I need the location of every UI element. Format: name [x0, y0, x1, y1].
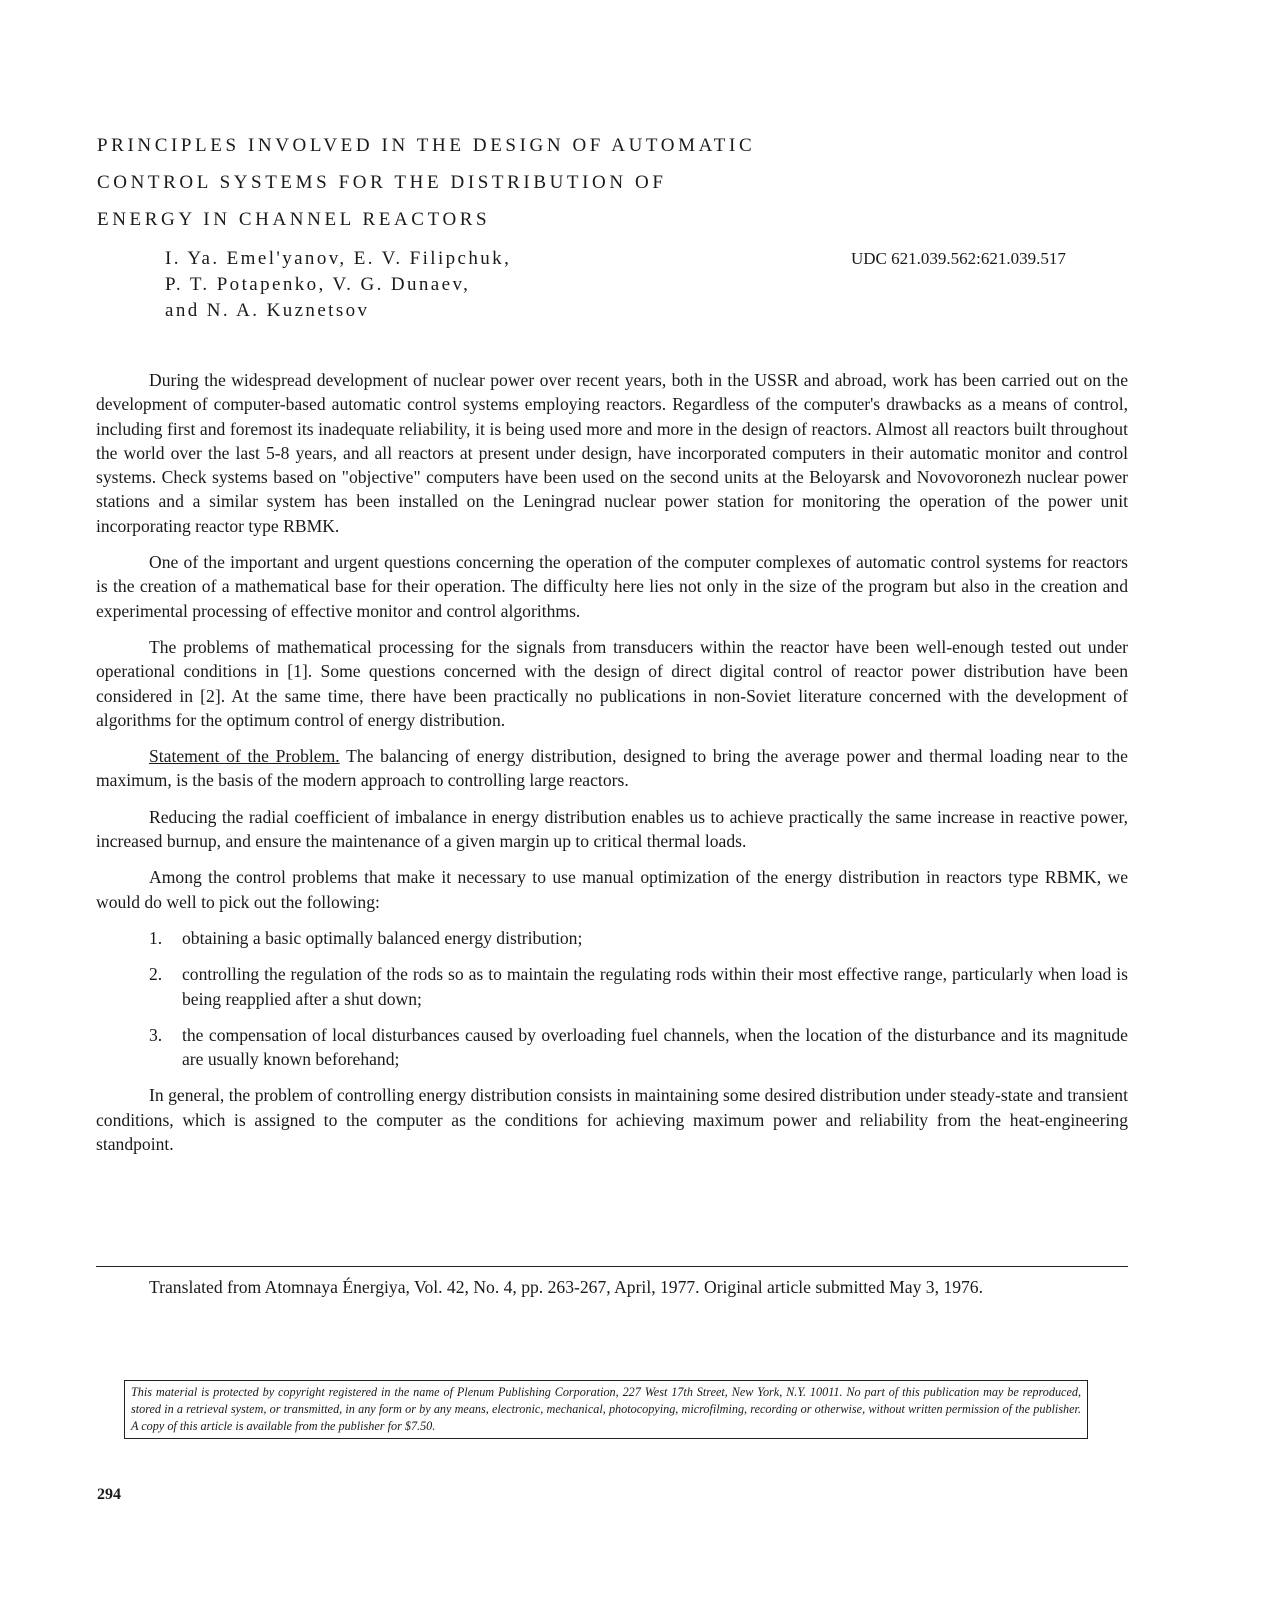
title-line: PRINCIPLES INVOLVED IN THE DESIGN OF AUTOMATIC: [97, 135, 756, 156]
author-line: and N. A. Kuznetsov: [165, 300, 370, 321]
list-text: obtaining a basic optimally balanced energy distribution;: [182, 927, 583, 948]
list-item: [96, 962, 1128, 1011]
section-heading: Statement of the Problem.: [149, 746, 340, 767]
list-text: controlling the regulation of the rods so as to maintain the regulating rods within their most effective range, particularly when load is being reapplied after a shut down;: [182, 964, 1128, 1009]
paragraph: During the widespread development of nuclear power over recent years, both in the USSR and abroad, work has been carried out on the development of computer-based automatic control systems employing reactors. Regardless of the computer's drawbacks as a means of control, including first and foremost its inadequate reliability, it is being used more and more in the design of reactors. Almost all reactors built throughout the world over the last 5-8 years, and all reactors at present under design, have incorporated computers in their automatic monitor and control systems. Check systems based on "objective" computers have been used on the second units at the Beloyarsk and Novovoronezh nuclear power stations and a similar system has been installed on the Leningrad nuclear power station for monitoring the operation of the power unit incorporating reactor type RBMK.: [96, 370, 1128, 536]
list-number: 1.: [149, 927, 163, 948]
list-item: [96, 926, 1128, 950]
paragraph: Among the control problems that make it necessary to use manual optimization of the energy distribution in reactors type RBMK, we would do well to pick out the following:: [96, 867, 1128, 912]
paragraph: In general, the problem of controlling energy distribution consists in maintaining some desired distribution under steady-state and transient conditions, which is assigned to the computer as the conditions for achieving maximum power and reliability from the heat-engineering standpoint.: [96, 1085, 1128, 1155]
problem-list: [96, 926, 1128, 1071]
list-number: 3.: [149, 1024, 163, 1045]
list-item: [96, 1023, 1128, 1072]
paragraph: Reducing the radial coefficient of imbalance in energy distribution enables us to achieve practically the same increase in reactive power, increased burnup, and ensure the maintenance of a given margin up to critical thermal loads.: [96, 806, 1128, 852]
article-body: [96, 368, 1128, 1168]
translation-footnote: [96, 1275, 1128, 1299]
statement-text: The balancing of energy distribution, designed to bring the average power and thermal loading near to the maximum, is the basis of the modern approach to controlling large reactors.: [96, 746, 1128, 791]
author-line: I. Ya. Emel'yanov, E. V. Filipchuk,: [165, 248, 512, 269]
author-line: P. T. Potapenko, V. G. Dunaev,: [165, 274, 471, 295]
list-text: the compensation of local disturbances caused by overloading fuel channels, when the location of the disturbance and its magnitude are usually known beforehand;: [182, 1024, 1128, 1070]
title-line: CONTROL SYSTEMS FOR THE DISTRIBUTION OF: [97, 172, 667, 193]
article-title: [97, 127, 997, 238]
page-number: 294: [97, 1486, 121, 1503]
list-number: 2.: [149, 964, 163, 985]
author-list: [165, 246, 765, 324]
copyright-notice: This material is protected by copyright registered in the name of Plenum Publishing Corporation, 227 West 17th Street, New York, N.Y. 10011. No part of this publication may be reproduced, stored in a retrieval system, or transmitted, in any form or by any means, electronic, mechanical, photocopying, microfilming, recording or otherwise, without written permission of the publisher. A copy of this article is available from the publisher for $7.50.: [124, 1380, 1088, 1439]
paragraph: One of the important and urgent questions concerning the operation of the computer complexes of automatic control systems for reactors is the creation of a mathematical base for their operation. The difficulty here lies not only in the size of the program but also in the creation and experimental processing of effective monitor and control algorithms.: [96, 552, 1128, 621]
footnote-text: Translated from Atomnaya Énergiya, Vol. 42, No. 4, pp. 263-267, April, 1977. Original article submitted May 3, 1976.: [149, 1277, 983, 1297]
footnote-divider: [96, 1266, 1128, 1267]
udc-code: UDC 621.039.562:621.039.517: [851, 249, 1066, 268]
title-line: ENERGY IN CHANNEL REACTORS: [97, 209, 491, 230]
paragraph: The problems of mathematical processing for the signals from transducers within the reactor have been well-enough tested out under operational conditions in [1]. Some questions concerned with the design of direct digital control of reactor power distribution have been considered in [2]. At the same time, there have been practically no publications in non-Soviet literature concerned with the development of algorithms for the optimum control of energy distribution.: [96, 636, 1128, 730]
statement-paragraph: [96, 744, 1128, 793]
